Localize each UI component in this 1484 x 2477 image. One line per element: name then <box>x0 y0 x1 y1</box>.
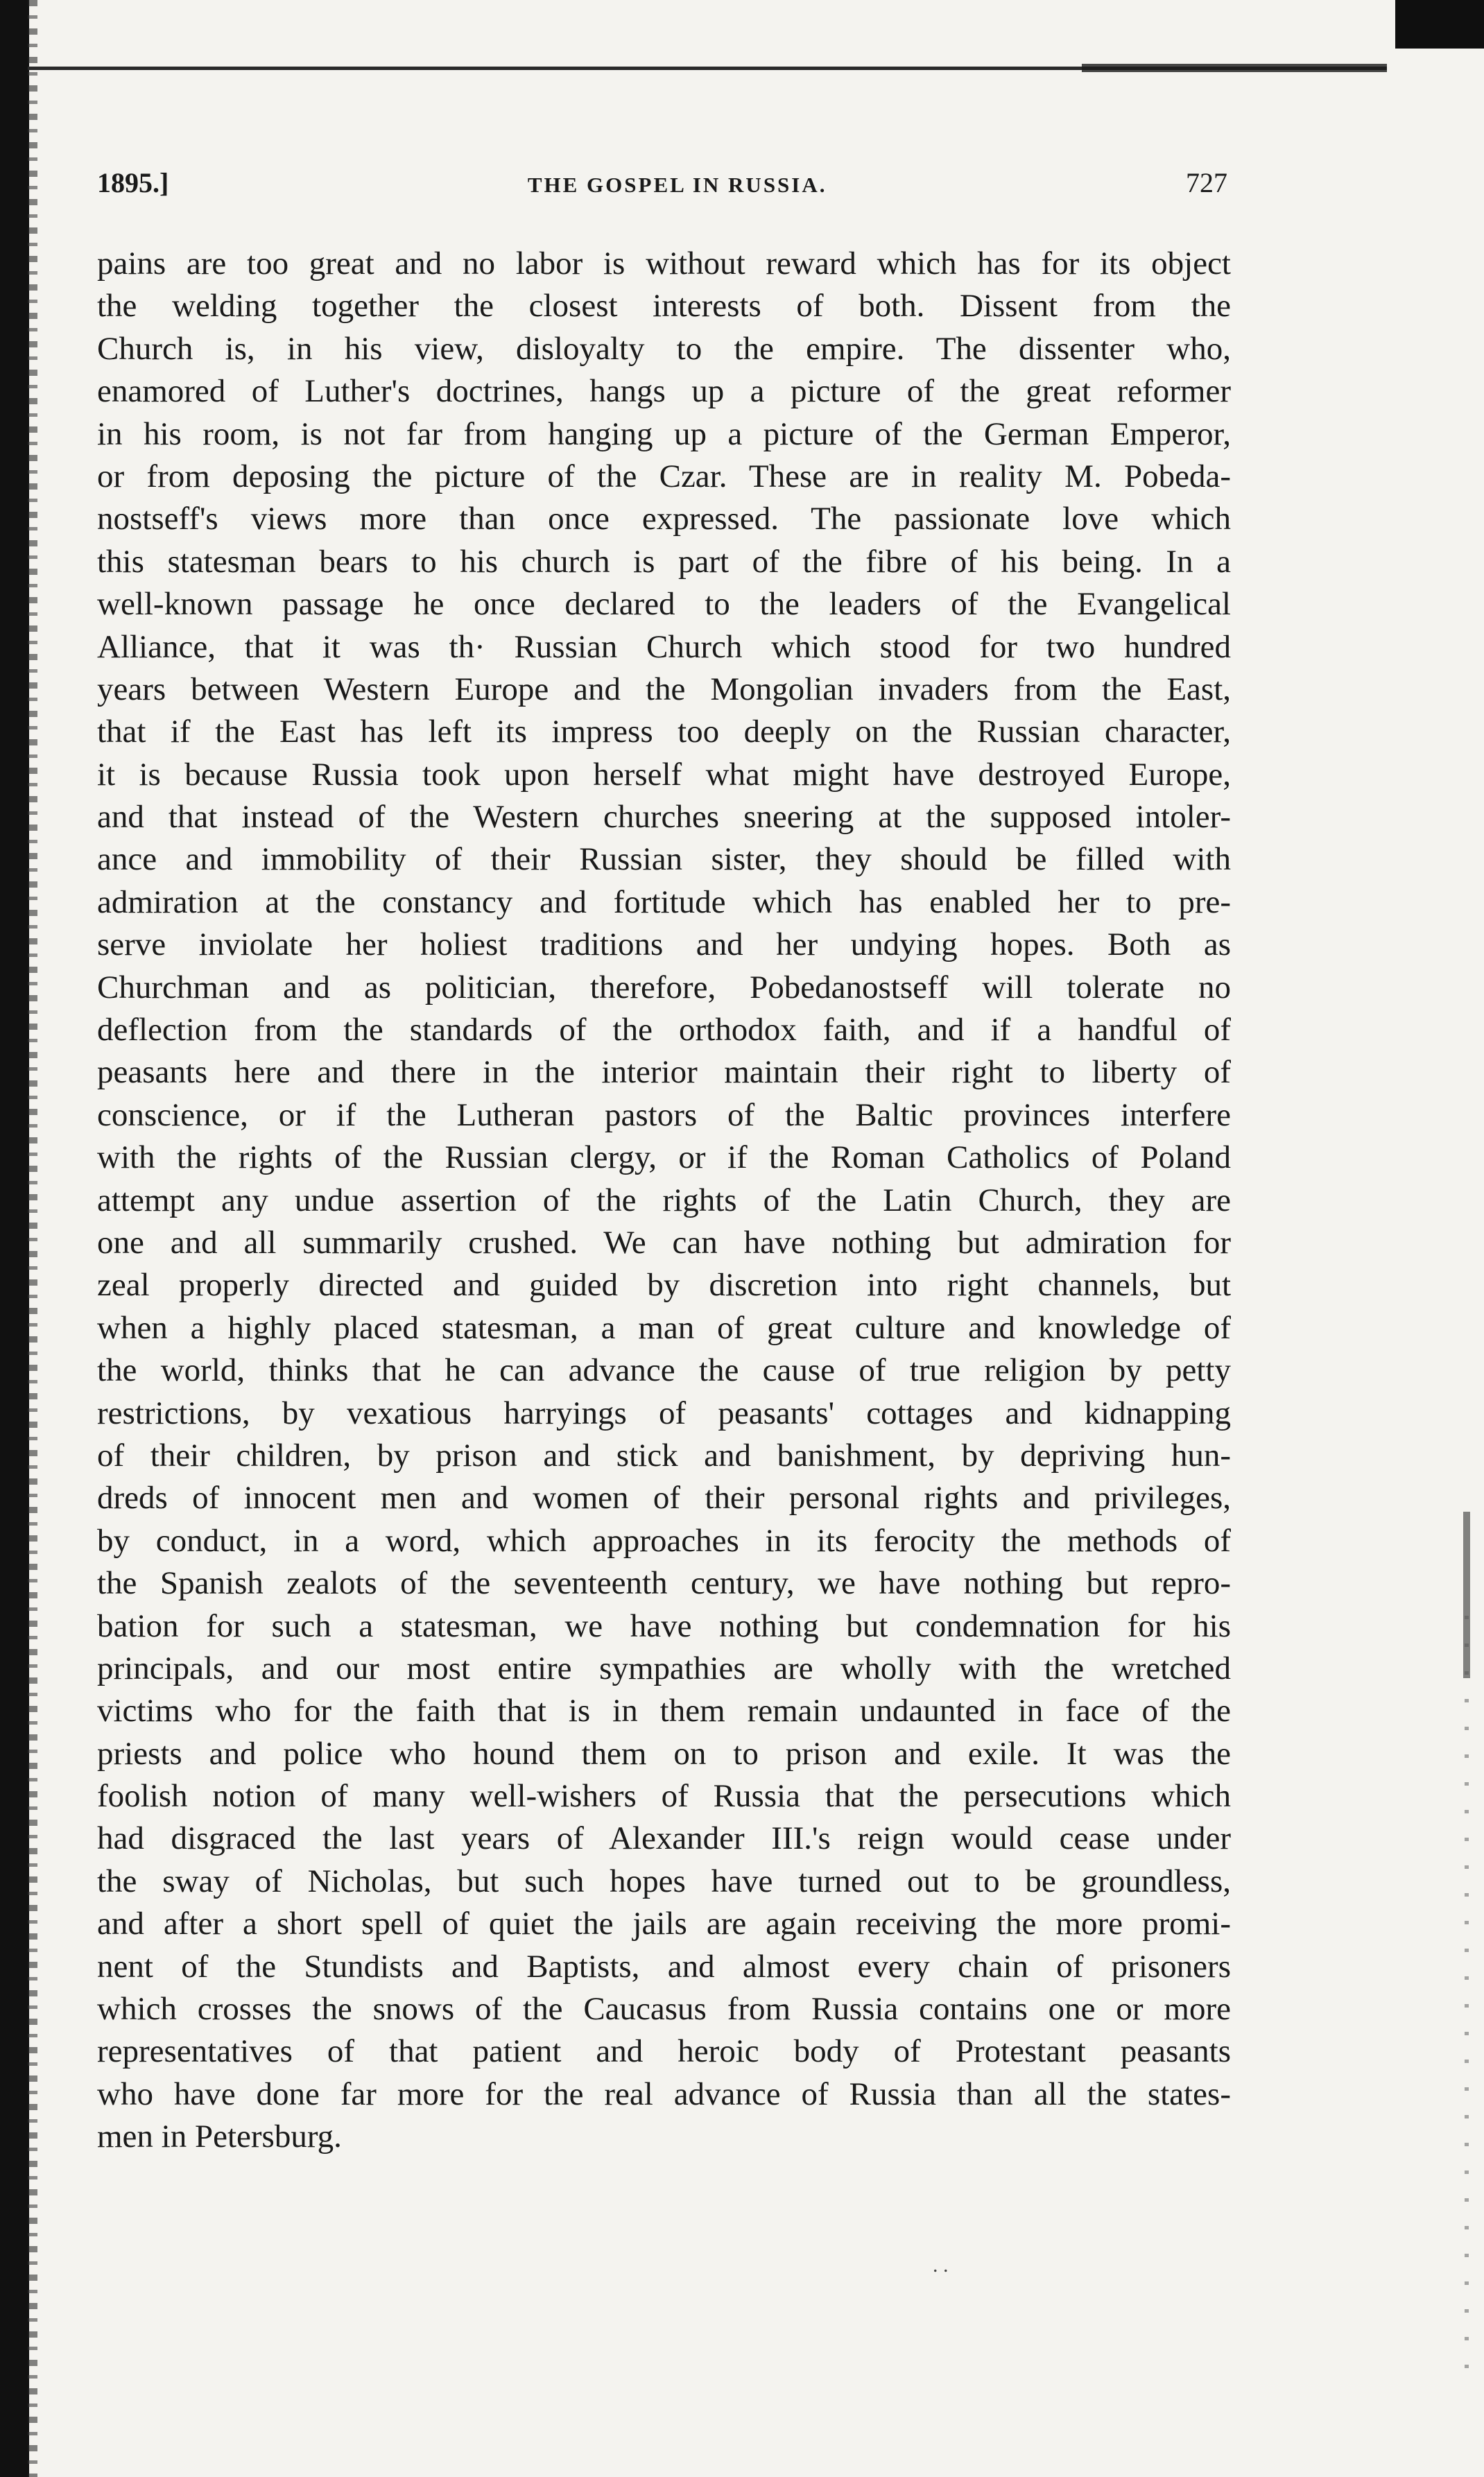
text-line: restrictions, by vexatious harryings of peasants' cottages and kidnapping <box>97 1395 1231 1431</box>
text-line: had disgraced the last years of Alexander III.'s reign would cease under <box>97 1820 1231 1857</box>
text-line: nent of the Stundists and Baptists, and almost every chain of prisoners <box>97 1948 1231 1985</box>
running-header <box>97 166 1227 208</box>
text-line: this statesman bears to his church is part of the fibre of his being. In a <box>97 543 1231 580</box>
text-line: with the rights of the Russian clergy, or if the Roman Catholics of Poland <box>97 1139 1231 1176</box>
text-line: that if the East has left its impress too deeply on the Russian character, <box>97 714 1231 750</box>
text-line: zeal properly directed and guided by discretion into right channels, but <box>97 1267 1231 1304</box>
scan-binding-edge <box>0 0 29 2477</box>
text-line: the world, thinks that he can advance the cause of true religion by petty <box>97 1352 1231 1389</box>
text-line: conscience, or if the Lutheran pastors of the Baltic provinces interfere <box>97 1096 1231 1133</box>
header-title: THE GOSPEL IN RUSSIA. <box>527 173 827 197</box>
text-line: and that instead of the Western churches sneering at the supposed intoler- <box>97 799 1231 836</box>
text-line: or from deposing the picture of the Czar. These are in reality M. Pobeda- <box>97 458 1231 494</box>
text-line: representatives of that patient and heroic body of Protestant peasants <box>97 2033 1231 2070</box>
page-number: 727 <box>1186 167 1227 198</box>
text-line: Churchman and as politician, therefore, Pobedanostseff will tolerate no <box>97 969 1231 1006</box>
text-line: serve inviolate her holiest traditions and her undying hopes. Both as <box>97 926 1231 963</box>
scan-corner-mark <box>1395 0 1484 49</box>
text-line: deflection from the standards of the orthodox faith, and if a handful of <box>97 1012 1231 1048</box>
text-line: pains are too great and no labor is without reward which has for its object <box>97 245 1231 282</box>
header-year: 1895.] <box>97 167 169 198</box>
text-line: the sway of Nicholas, but such hopes have turned out to be groundless, <box>97 1863 1231 1899</box>
text-line: nostseff's views more than once expressed. The passionate love which <box>97 501 1231 537</box>
footer-marks: . . <box>933 2254 949 2277</box>
text-line: peasants here and there in the interior maintain their right to liberty of <box>97 1054 1231 1091</box>
text-line: principals, and our most entire sympathies are wholly with the wretched <box>97 1650 1231 1686</box>
text-line: foolish notion of many well-wishers of Russia that the persecutions which <box>97 1778 1231 1815</box>
text-line: the Spanish zealots of the seventeenth century, we have nothing but repro- <box>97 1565 1231 1602</box>
scan-binding-shadow <box>28 0 37 2477</box>
text-line: men in Petersburg. <box>97 2118 342 2155</box>
text-line: victims who for the faith that is in them remain undaunted in face of the <box>97 1693 1231 1729</box>
text-line: in his room, is not far from hanging up a picture of the German Emperor, <box>97 415 1231 452</box>
text-line: which crosses the snows of the Caucasus from Russia contains one or more <box>97 1991 1231 2028</box>
text-line: dreds of innocent men and women of their personal rights and privileges, <box>97 1480 1231 1517</box>
text-line: priests and police who hound them on to prison and exile. It was the <box>97 1735 1231 1772</box>
scan-top-edge-dark <box>1082 64 1387 72</box>
text-line: Church is, in his view, disloyalty to the empire. The dissenter who, <box>97 330 1231 367</box>
text-line: well-known passage he once declared to the leaders of the Evangelical <box>97 586 1231 623</box>
text-line: enamored of Luther's doctrines, hangs up a picture of the great reformer <box>97 373 1231 410</box>
text-line: ance and immobility of their Russian sister, they should be filled with <box>97 841 1231 878</box>
body-paragraph <box>97 243 1231 2159</box>
text-line: who have done far more for the real advance of Russia than all the states- <box>97 2075 1231 2112</box>
text-line: Alliance, that it was th· Russian Church which stood for two hundred <box>97 628 1231 665</box>
text-line: by conduct, in a word, which approaches in its ferocity the methods of <box>97 1522 1231 1559</box>
text-line: one and all summarily crushed. We can have nothing but admiration for <box>97 1224 1231 1261</box>
text-line: the welding together the closest interests of both. Dissent from the <box>97 288 1231 325</box>
text-line: and after a short spell of quiet the jails are again receiving the more promi- <box>97 1906 1231 1942</box>
text-line: attempt any undue assertion of the rights of the Latin Church, they are <box>97 1182 1231 1218</box>
text-line: of their children, by prison and stick and banishment, by depriving hun- <box>97 1437 1231 1474</box>
text-line: bation for such a statesman, we have nothing but condemnation for his <box>97 1607 1231 1644</box>
scan-right-edge <box>1465 1616 1469 2379</box>
text-line: it is because Russia took upon herself what might have destroyed Europe, <box>97 756 1231 793</box>
text-line: admiration at the constancy and fortitude which has enabled her to pre- <box>97 883 1231 920</box>
text-line: years between Western Europe and the Mongolian invaders from the East, <box>97 671 1231 707</box>
text-line: when a highly placed statesman, a man of great culture and knowledge of <box>97 1309 1231 1346</box>
